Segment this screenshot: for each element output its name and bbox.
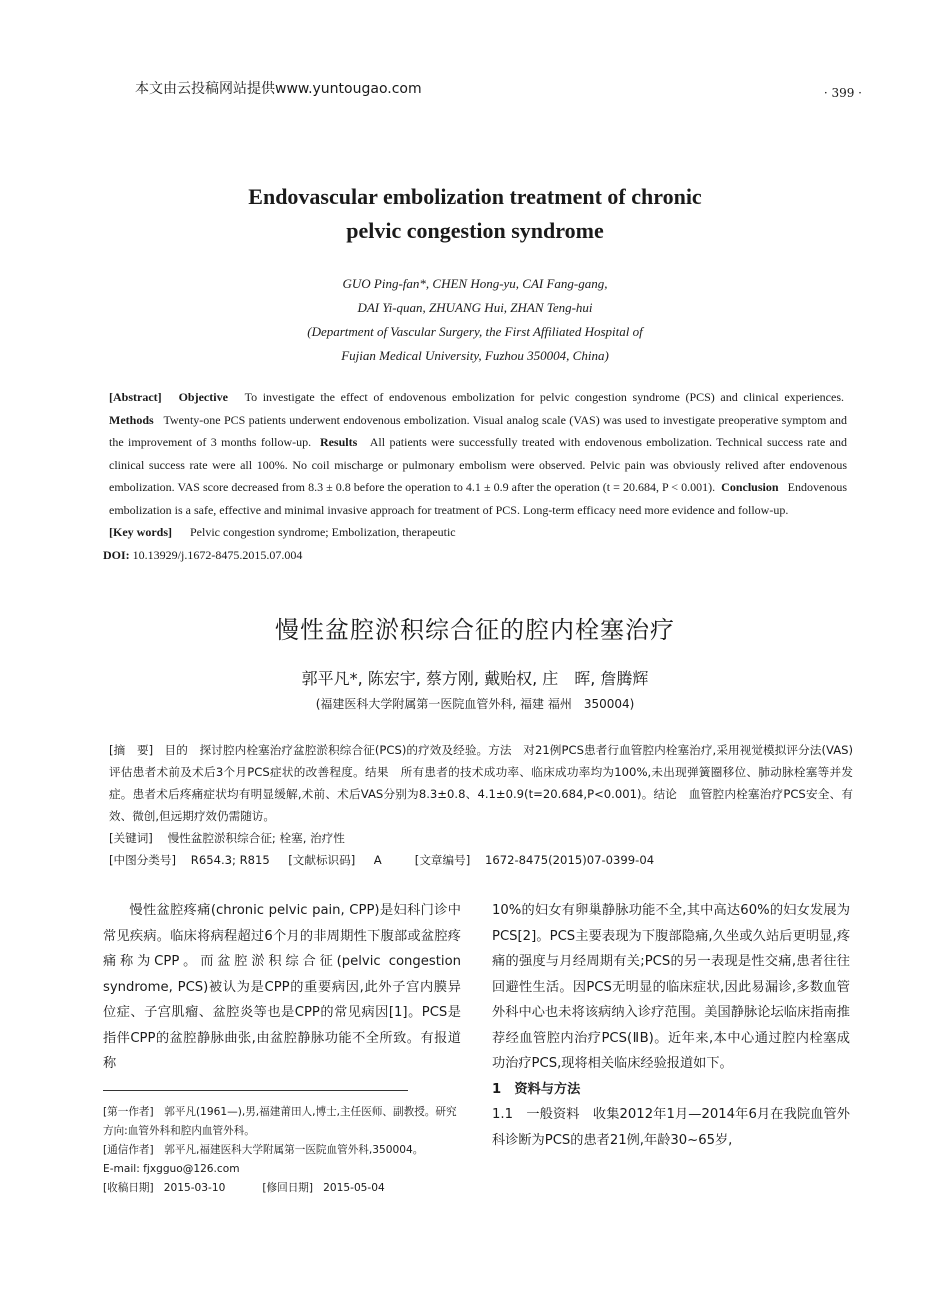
article-no-text: 1672-8475(2015)07-0399-04 [484, 853, 655, 867]
chinese-title: 慢性盆腔淤积综合征的腔内栓塞治疗 [275, 616, 675, 644]
section-heading: 1 资料与方法 [492, 1081, 581, 1097]
intro-paragraph: 慢性盆腔疼痛(chronic pelvic pain, CPP)是妇科门诊中常见疾病。临床将病程超过6个月的非周期性下腹部或盆腔疼痛称为CPP。而盆腔淤积综合征(pelvic congestion syndrome, PCS)被认为是CPP的重要病因,此外子宫内膜异位症、子宫肌瘤、盆腔炎等也是CPP的常见病因[1]。PCS是指伴CPP的盆腔静脉曲张,由盆腔静脉功能不全所致。有报道称 [103, 903, 461, 1071]
chinese-affiliation: (福建医科大学附属第一医院血管外科, 福建 福州 350004) [315, 697, 635, 711]
chinese-abstract-text: 目的 探讨腔内栓塞治疗盆腔淤积综合征(PCS)的疗效及经验。方法 对21例PCS患者行血管腔内栓塞治疗,采用视觉模拟评分法(VAS)评估患者术前及术后3个月PCS症状的改善程度。结果 所有患者的技术成功率、临床成功率均为100%,未出现弹簧圈移位、肺动脉栓塞等并发症。患者术后疼痛症状均有明显缓解,术前、术后VAS分别为8.3±0.8、4.1±0.9(t=20.684,P<0.001)。结论 血管腔内栓塞治疗PCS安全、有效、微创,但远期疗效仍需随访。 [109, 743, 854, 823]
english-title [0, 180, 950, 248]
revised-date: 2015-05-04 [323, 1182, 385, 1194]
doc-code-label: [文献标识码] [288, 853, 356, 867]
chinese-authors: 郭平凡*, 陈宏宇, 蔡方刚, 戴贻权, 庄 晖, 詹腾辉 [301, 669, 649, 688]
footnote-divider [103, 1090, 408, 1091]
chinese-keywords-text: 慢性盆腔淤积综合征; 栓塞, 治疗性 [167, 831, 345, 845]
intro-paragraph-continued: 10%的妇女有卵巢静脉功能不全,其中高达60%的妇女发展为PCS[2]。PCS主要表现为下腹部隐痛,久坐或久站后更明显,疼痛的强度与月经周期有关;PCS的另一表现是性交痛,患者往往回避性生活。因PCS无明显的临床症状,因此易漏诊,多数血管外科中心也未将该病纳入诊疗范围。美国静脉论坛临床指南推荐经血管腔内治疗PCS(ⅡB)。近年来,本中心通过腔内栓塞成功治疗PCS,现将相关临床经验报道如下。 [492, 903, 850, 1071]
english-abstract [103, 386, 847, 566]
article-no-label: [文章编号] [414, 853, 471, 867]
received-label: [收稿日期] [103, 1182, 154, 1194]
keywords-text: Pelvic congestion syndrome; Embolization, therapeutic [190, 525, 456, 539]
english-authors-line1: GUO Ping-fan*, CHEN Hong-yu, CAI Fang-gang, [342, 276, 608, 291]
chinese-abstract-label: [摘 要] [109, 743, 154, 757]
revised-label: [修回日期] [262, 1182, 314, 1194]
body-left-column [103, 898, 461, 1077]
corresponding-note: [通信作者] 郭平凡,福建医科大学附属第一医院血管外科,350004。 [103, 1144, 424, 1156]
results-label: Results [319, 435, 358, 449]
source-note: 本文由云投稿网站提供www.yuntougao.com [135, 81, 422, 97]
english-affiliation-line1: (Department of Vascular Surgery, the First Affiliated Hospital of [307, 324, 643, 339]
clc-text: R654.3; R815 [190, 853, 270, 867]
subsection-text: 1.1 一般资料 收集2012年1月—2014年6月在我院血管外科诊断为PCS的患者21例,年龄30~65岁, [492, 1107, 850, 1148]
english-authors-line2: DAI Yi-quan, ZHUANG Hui, ZHAN Teng-hui [357, 300, 593, 315]
methods-text: Twenty-one PCS patients underwent endovenous embolization. Visual analog scale (VAS) was used to investigate preoperative symptom and the improvement of 3 months follow-up. [109, 412, 847, 449]
english-authors-block [0, 272, 950, 368]
received-date: 2015-03-10 [163, 1182, 226, 1194]
doi-label: DOI: [103, 547, 130, 562]
objective-text: To investigate the effect of endovenous embolization for pelvic congestion syndrome (PCS) and clinical experiences. [244, 390, 844, 404]
english-title-line1: Endovascular embolization treatment of chronic [248, 184, 702, 209]
chinese-keywords-label: [关键词] [109, 831, 153, 845]
first-author-note: [第一作者] 郭平凡(1961—),男,福建莆田人,博士,主任医师、副教授。研究方向:血管外科和腔内血管外科。 [103, 1106, 457, 1137]
objective-label: Objective [178, 390, 228, 404]
conclusion-text: Endovenous embolization is a safe, effective and minimal invasive approach for treatment of PCS. Long-term efficacy need more evidence and follow-up. [109, 480, 847, 517]
english-title-line2: pelvic congestion syndrome [346, 218, 604, 243]
email-note: E-mail: fjxgguo@126.com [103, 1163, 240, 1175]
english-affiliation-line2: Fujian Medical University, Fuzhou 350004, China) [341, 348, 609, 363]
abstract-label: [Abstract] [109, 390, 162, 404]
clc-label: [中图分类号] [109, 853, 177, 867]
footnotes [103, 1103, 463, 1198]
keywords-label: [Key words] [109, 525, 172, 539]
doc-code-text: A [373, 853, 382, 867]
conclusion-label: Conclusion [721, 480, 779, 494]
doi-text: 10.13929/j.1672-8475.2015.07.004 [132, 547, 303, 562]
chinese-abstract [103, 739, 853, 871]
methods-label: Methods [109, 412, 154, 427]
results-text: All patients were successfully treated with endovenous embolization. Technical success rate and clinical success rate were all 100%. No coil mischarge or pulmonary embolism were observed. Pelvic pain was obviously relived after endovenous embolization. VAS score decreased from 8.3 ± 0.8 before the operation to 4.1 ± 0.9 after the operation (t = 20.684, P < 0.001). [109, 435, 847, 494]
page-number: · 399 · [823, 86, 862, 100]
body-right-column [492, 898, 850, 1153]
